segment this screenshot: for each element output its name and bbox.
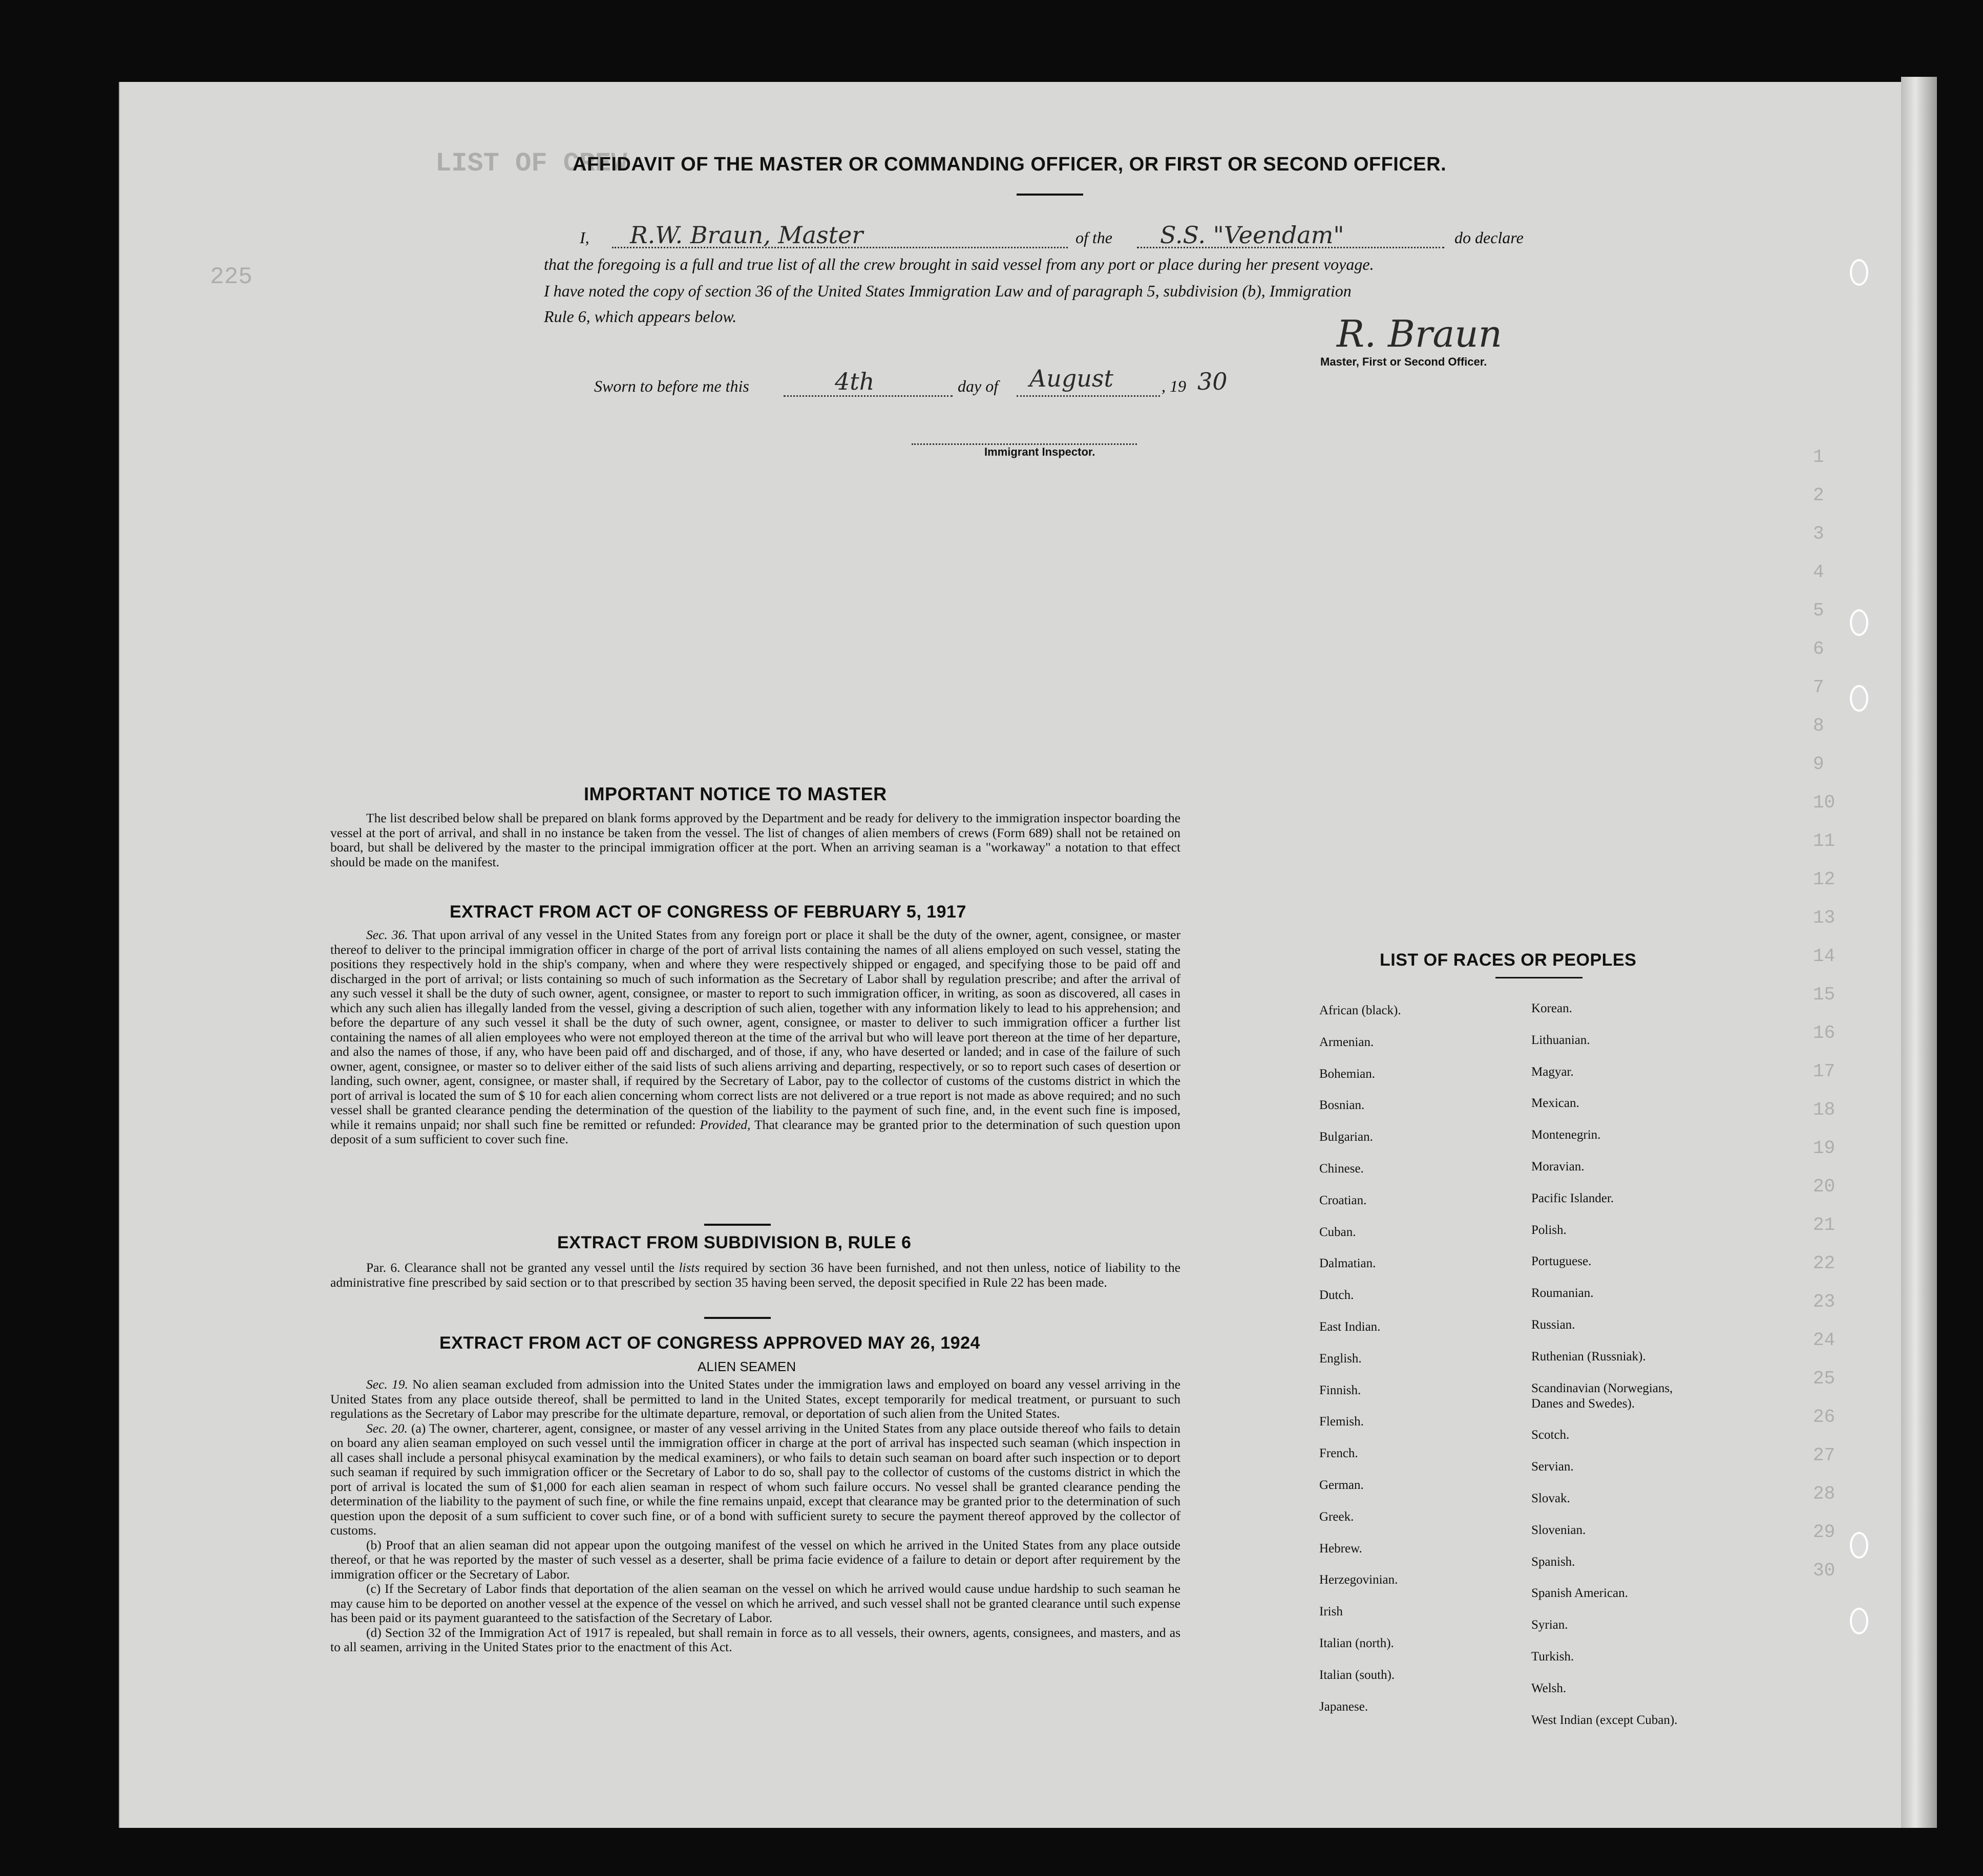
proviso-label: Provided, bbox=[700, 1117, 751, 1132]
sec20c-paragraph: (c) If the Secretary of Labor finds that deportation of the alien seaman on the vessel on which he arrived would cause undue hardship to such seaman he may cause him to be deported on another vessel at the expence of the vessel on which he arrived, and such vessel shall not be granted clearance until such expense has been paid or its payment guaranteed to the satisfaction of the Secretary of Labor. bbox=[330, 1581, 1180, 1625]
row-number: 25 bbox=[1813, 1368, 1836, 1389]
race-item: Korean. bbox=[1531, 1001, 1572, 1015]
row-number: 8 bbox=[1813, 715, 1824, 736]
race-item: Ruthenian (Russniak). bbox=[1531, 1349, 1646, 1363]
punch-hole bbox=[1850, 685, 1868, 712]
row-number: 27 bbox=[1813, 1445, 1836, 1466]
race-item: Turkish. bbox=[1531, 1650, 1574, 1664]
row-number: 14 bbox=[1813, 946, 1836, 967]
row-number: 11 bbox=[1813, 830, 1836, 851]
race-item: Croatian. bbox=[1319, 1193, 1367, 1207]
race-item: Cuban. bbox=[1319, 1225, 1356, 1239]
row-number: 10 bbox=[1813, 792, 1836, 813]
sworn-prefix: Sworn to before me this bbox=[594, 377, 749, 395]
race-item: Italian (north). bbox=[1319, 1636, 1394, 1650]
notice-text bbox=[330, 811, 1180, 869]
row-number: 3 bbox=[1813, 523, 1824, 544]
rule6-text-a: Par. 6. Clearance shall not be granted any vessel until the bbox=[366, 1260, 675, 1275]
row-number: 24 bbox=[1813, 1330, 1836, 1351]
row-number: 12 bbox=[1813, 869, 1836, 890]
row-number: 28 bbox=[1813, 1483, 1836, 1504]
affidavit-title: AFFIDAVIT OF THE MASTER OR COMMANDING OFFICER, OR FIRST OR SECOND OFFICER. bbox=[573, 154, 1447, 175]
sec19-label: Sec. 19. bbox=[366, 1377, 408, 1392]
row-number: 4 bbox=[1813, 562, 1824, 583]
race-item: English. bbox=[1319, 1351, 1362, 1366]
row-number: 30 bbox=[1813, 1560, 1836, 1581]
row-number: 19 bbox=[1813, 1138, 1836, 1159]
race-item: Chinese. bbox=[1319, 1162, 1364, 1176]
sec36-paragraph bbox=[330, 928, 1180, 1147]
race-item: Servian. bbox=[1531, 1460, 1574, 1474]
sec19-paragraph bbox=[330, 1377, 1180, 1421]
inspector-caption: Immigrant Inspector. bbox=[984, 445, 1095, 458]
race-item: Pacific Islander. bbox=[1531, 1191, 1614, 1205]
row-number: 16 bbox=[1813, 1022, 1836, 1043]
race-item: Irish bbox=[1319, 1605, 1343, 1619]
row-number: 17 bbox=[1813, 1061, 1836, 1082]
race-item: Syrian. bbox=[1531, 1618, 1568, 1632]
race-item: West Indian (except Cuban). bbox=[1531, 1713, 1678, 1727]
row-number: 26 bbox=[1813, 1406, 1836, 1427]
punch-hole bbox=[1850, 1532, 1868, 1559]
proviso-text: That clearance may be granted prior to the determination of such question upon deposit of a sum sufficient to cover such fine. bbox=[330, 1117, 1180, 1146]
divider bbox=[704, 1317, 771, 1319]
master-name-handwritten: R.W. Braun, Master bbox=[630, 221, 863, 249]
row-number: 7 bbox=[1813, 677, 1824, 698]
race-item: Hebrew. bbox=[1319, 1541, 1362, 1555]
vessel-name-handwritten: S.S. "Veendam" bbox=[1160, 221, 1344, 249]
race-item: Finnish. bbox=[1319, 1383, 1361, 1397]
alien-seamen-subtitle: ALIEN SEAMEN bbox=[698, 1359, 796, 1374]
sworn-month-handwritten: August bbox=[1029, 365, 1114, 392]
rule6-text bbox=[330, 1261, 1180, 1290]
page-number: 225 bbox=[210, 264, 252, 290]
sec20a-text: (a) The owner, charterer, agent, consignee, or master of any vessel arriving in the United States from any place outside thereof who fails to detain on board any alien seaman employed on such vessel until the immigration officer in charge at the port of arrival has inspected such seaman (which inspection in all cases shall include a personal phisycal examination by the medical examiners), or who fails to detain such seaman on board after such inspection or to deport such seaman if required by such immigration officer or the Secretary of Labor to do so, shall pay to the collector of customs of the customs district in which the port of arrival is located the sum of $1,000 for each alien seaman in respect of whom such failure occurs. No vessel shall be granted clearance pending the determination of the liability to the payment of such fine, or while the fine remains unpaid, except that clearance may be granted prior to the determination of such question upon the deposit of a sum sufficient to cover such fine, or of a bond with sufficient surety to secure the payment thereof approved by the collector of customs. bbox=[330, 1420, 1181, 1538]
race-item: Spanish. bbox=[1531, 1554, 1575, 1569]
race-item: Montenegrin. bbox=[1531, 1128, 1601, 1142]
rule6-text-b: required by section 36 have been furnished, and not then unless, notice of liability to the administrative fine prescribed by said section or to that prescribed by section 35 having been served, the deposit specified in Rule 22 has been made. bbox=[330, 1260, 1180, 1290]
race-item: Roumanian. bbox=[1531, 1286, 1594, 1301]
sworn-mid: day of bbox=[958, 377, 999, 395]
row-number: 15 bbox=[1813, 984, 1836, 1005]
race-item: Lithuanian. bbox=[1531, 1033, 1590, 1047]
race-item: Greek. bbox=[1319, 1509, 1354, 1524]
sec36-label: Sec. 36. bbox=[366, 927, 408, 942]
race-item: Dalmatian. bbox=[1319, 1256, 1376, 1271]
act-1924-title: EXTRACT FROM ACT OF CONGRESS APPROVED MAY 26, 1924 bbox=[439, 1333, 980, 1353]
sworn-year-handwritten: 30 bbox=[1197, 368, 1228, 395]
race-item: Mexican. bbox=[1531, 1096, 1579, 1111]
extract-1917-title: EXTRACT FROM ACT OF CONGRESS OF FEBRUARY 5, 1917 bbox=[450, 902, 966, 922]
row-number: 18 bbox=[1813, 1099, 1836, 1120]
row-number: 13 bbox=[1813, 907, 1836, 928]
bleed-through-heading: LIST OF CREW bbox=[435, 148, 627, 179]
notice-title: IMPORTANT NOTICE TO MASTER bbox=[584, 783, 887, 804]
race-item: French. bbox=[1319, 1446, 1358, 1461]
sec19-text: No alien seaman excluded from admission into the United States under the immigration laws and employed on board any vessel arriving in the United States from any place outside thereof, shall be permitted to land in the United States, except temporarily for medical treatment, or pursuant to such regulations as the Secretary of Labor may prescribe for the ultimate departure, removal, or deportation of such alien from the United States. bbox=[330, 1377, 1181, 1421]
rule6-paragraph bbox=[330, 1261, 1180, 1290]
race-item: Moravian. bbox=[1531, 1160, 1585, 1174]
divider bbox=[1495, 977, 1583, 978]
race-item: Bosnian. bbox=[1319, 1098, 1365, 1113]
race-item: German. bbox=[1319, 1478, 1364, 1492]
rule6-lists: lists bbox=[679, 1260, 700, 1275]
sworn-day-handwritten: 4th bbox=[835, 368, 875, 395]
day-blank bbox=[784, 395, 953, 397]
row-number: 1 bbox=[1813, 446, 1824, 467]
extract-1917-text bbox=[330, 928, 1180, 1147]
race-item: Magyar. bbox=[1531, 1064, 1574, 1079]
race-item: Bohemian. bbox=[1319, 1067, 1376, 1081]
race-item: Scotch. bbox=[1531, 1428, 1570, 1442]
race-item: Flemish. bbox=[1319, 1415, 1364, 1429]
race-item: Portuguese. bbox=[1531, 1254, 1592, 1269]
race-item: Herzegovinian. bbox=[1319, 1573, 1398, 1587]
inspector-blank bbox=[912, 443, 1137, 445]
race-item: Bulgarian. bbox=[1319, 1130, 1373, 1144]
page-edge bbox=[1901, 77, 1937, 1828]
line1-suffix: do declare bbox=[1454, 228, 1524, 247]
act-1924-text bbox=[330, 1377, 1180, 1655]
row-number: 5 bbox=[1813, 600, 1824, 621]
sworn-year-prefix: , 19 bbox=[1162, 377, 1186, 395]
row-number: 21 bbox=[1813, 1214, 1836, 1235]
line1-mid: of the bbox=[1075, 228, 1112, 247]
rule6-title: EXTRACT FROM SUBDIVISION B, RULE 6 bbox=[557, 1233, 912, 1252]
notice-paragraph: The list described below shall be prepared on blank forms approved by the Department and be ready for delivery to the immigration inspector boarding the vessel at the port of arrival, and shall in no instance be taken from the vessel. The list of changes of alien members of crews (Form 689) shall not be retained on board, but shall be delivered by the master to the principal immigration officer at the port. When an arriving seaman is a "workaway" a notation to that effect should be made on the manifest. bbox=[330, 811, 1180, 869]
sec20d-paragraph: (d) Section 32 of the Immigration Act of 1917 is repealed, but shall remain in force as to all vessels, their owners, agents, consignees, and masters, and as to all seamen, arriving in the United States prior to the enactment of this Act. bbox=[330, 1625, 1180, 1654]
row-number: 2 bbox=[1813, 485, 1824, 506]
divider bbox=[704, 1224, 771, 1226]
row-number: 20 bbox=[1813, 1176, 1836, 1197]
punch-hole bbox=[1850, 609, 1868, 636]
sec20b-paragraph: (b) Proof that an alien seaman did not appear upon the outgoing manifest of the vessel on which he arrived in the United States from any place outside thereof, or that he was reported by the master of such vessel as a deserter, shall be prima facie evidence of a failure to detain or deport after requirement by the immigration officer or the Secretary of Labor. bbox=[330, 1537, 1180, 1582]
race-item: East Indian. bbox=[1319, 1320, 1381, 1334]
line1-prefix: I, bbox=[580, 228, 589, 247]
race-item: Slovenian. bbox=[1531, 1523, 1586, 1537]
punch-hole bbox=[1850, 1608, 1868, 1634]
affidavit-line-2: that the foregoing is a full and true list of all the crew brought in said vessel from any port or place during her present voyage. bbox=[544, 255, 1374, 273]
race-item: Japanese. bbox=[1319, 1699, 1368, 1714]
row-number: 22 bbox=[1813, 1253, 1836, 1274]
sec36-text: That upon arrival of any vessel in the United States from any foreign port or place it shall be the duty of the owner, agent, consignee, or master thereof to deliver to the principal immigration officer in charge of the port of arrival lists containing the names of all aliens employed on such vessel, stating the positions they respectively hold in the ship's company, when and where they were respectively shipped or engaged, and specifying those to be paid off and discharged in the port of arrival; or lists containing so much of such information as the Secretary of Labor shall by regulation prescribe; and after the arrival of any such vessel it shall be the duty of such owner, agent, consignee, or master to report to such immigration officer, in writing, as soon as discovered, all cases in which any such alien has illegally landed from the vessel, giving a description of such alien, together with any information likely to lead to his apprehension; and before the departure of any such vessel it shall be the duty of such owner, agent, consignee, or master to deliver to such immigration officer a further list containing the names of all alien employees who were not employed thereon at the time of the arrival but who will leave port thereon at the time of her departure, and also the names of those, if any, who have been paid off and discharged, and of those, if any, who have deserted or landed; and in case of the failure of such owner, agent, consignee, or master so to deliver either of the said lists of such aliens arriving and departing, respectively, or so to report such cases of desertion or landing, such owner, agent, consignee, or master shall, if required by the Secretary of Labor, pay to the collector of customs of the customs district in which the port of arrival is located the sum of $ 10 for each alien concerning whom correct lists are not delivered or a true report is not made as above required; and no such vessel shall be granted clearance pending the determination of the question of the liability to the payment of such fine, and, in the event such fine is imposed, while it remains unpaid; nor shall such fine be remitted or refunded: bbox=[330, 927, 1180, 1132]
month-blank bbox=[1017, 395, 1160, 397]
row-number: 23 bbox=[1813, 1291, 1836, 1312]
divider bbox=[1017, 194, 1083, 196]
signature-caption: Master, First or Second Officer. bbox=[1320, 355, 1487, 368]
affidavit-line-1 bbox=[580, 228, 589, 247]
row-number: 6 bbox=[1813, 638, 1824, 659]
race-item: Armenian. bbox=[1319, 1035, 1374, 1049]
race-item: Welsh. bbox=[1531, 1681, 1567, 1695]
punch-hole bbox=[1850, 259, 1868, 286]
race-item: Polish. bbox=[1531, 1223, 1567, 1237]
race-item: Dutch. bbox=[1319, 1288, 1354, 1303]
race-item: Slovak. bbox=[1531, 1491, 1570, 1505]
race-item: Italian (south). bbox=[1319, 1668, 1395, 1682]
race-item: Spanish American. bbox=[1531, 1586, 1628, 1601]
race-item: Scandinavian (Norwegians, bbox=[1531, 1381, 1673, 1395]
affidavit-line-4: Rule 6, which appears below. bbox=[544, 307, 737, 326]
race-item: Russian. bbox=[1531, 1318, 1575, 1332]
sec20a-paragraph bbox=[330, 1421, 1180, 1538]
affidavit-line-3: I have noted the copy of section 36 of the United States Immigration Law and of paragraph 5, subdivision (b), Immigration bbox=[544, 282, 1352, 300]
master-signature: R. Braun bbox=[1337, 312, 1502, 355]
race-item: African (black). bbox=[1319, 1004, 1401, 1017]
race-item: Danes and Swedes). bbox=[1531, 1396, 1635, 1411]
races-title: LIST OF RACES OR PEOPLES bbox=[1380, 950, 1637, 970]
sec20-label: Sec. 20. bbox=[366, 1420, 408, 1436]
row-number: 29 bbox=[1813, 1522, 1836, 1543]
row-number: 9 bbox=[1813, 754, 1824, 775]
